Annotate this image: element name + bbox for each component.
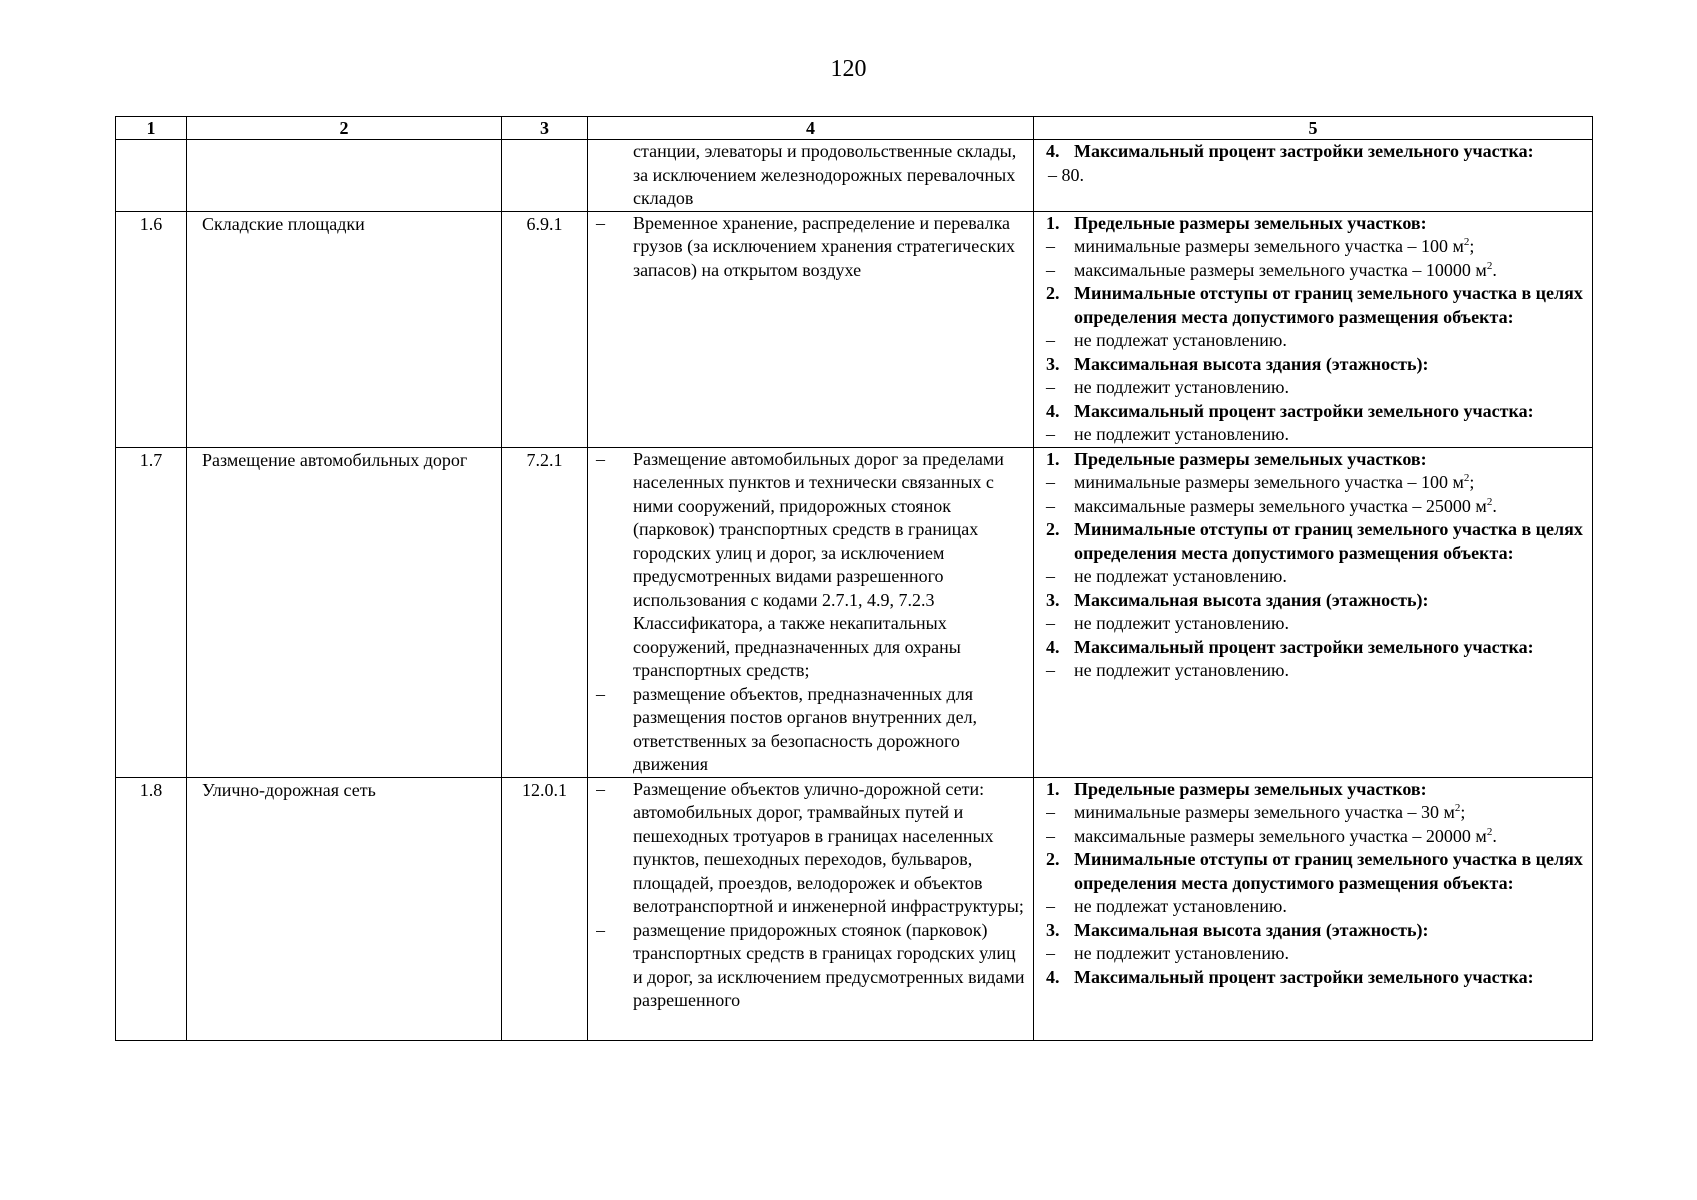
header-col-2: 2: [187, 117, 502, 140]
superscript: 2: [1486, 259, 1493, 272]
param-3-value: [1046, 376, 1588, 400]
dash-mark: –: [1046, 896, 1055, 916]
dash-mark: –: [596, 448, 605, 469]
table-row-continuation: [116, 140, 1593, 212]
zoning-table: [115, 116, 1593, 1041]
use-text: Размещение объектов улично-дорожной сети: автомобильных дорог, трамвайных путей и пешеходных тротуаров в границах населенных пунктов, пешеходных переходов, бульваров, площадей, проездов, велодорожек и объектов велотранспортной и инженерной инфраструктуры;: [633, 778, 1024, 916]
param-title: Минимальные отступы от границ земельного участка в целях определения места допустимого размещения объекта:: [1074, 283, 1583, 327]
param-value: не подлежат установлению.: [1074, 330, 1287, 350]
table-row: [116, 211, 1593, 447]
cont-num-cell: [116, 140, 187, 212]
param-title: Предельные размеры земельных участков:: [1074, 212, 1427, 233]
superscript: 2: [1486, 825, 1493, 838]
superscript: 2: [1463, 236, 1470, 248]
dash-mark: –: [596, 778, 605, 799]
param-title: Максимальный процент застройки земельного участка:: [1074, 141, 1534, 161]
page-number: 120: [830, 56, 867, 82]
param-title: Максимальная высота здания (этажность):: [1074, 589, 1429, 610]
punct: .: [1492, 495, 1497, 516]
param-number: 4.: [1046, 636, 1060, 657]
param-value: не подлежат установлению.: [1074, 896, 1287, 916]
param-number: 1.: [1046, 778, 1060, 799]
param-title: Максимальная высота здания (этажность):: [1074, 353, 1429, 374]
punct: ;: [1469, 472, 1475, 492]
header-col-5: 5: [1034, 117, 1593, 140]
row-name: Размещение автомобильных дорог: [187, 447, 502, 777]
row-number: 1.7: [116, 447, 187, 777]
param-number: 3.: [1046, 589, 1060, 610]
use-item: [596, 919, 1027, 1013]
row-code: 6.9.1: [502, 211, 588, 447]
cont-param-4: [1046, 140, 1588, 164]
param-2-value: [1046, 329, 1588, 353]
use-text: размещение придорожных стоянок (парковок) транспортных средств в границах городских улиц и дорог, за исключением предусмотренных видами разрешенного: [633, 919, 1025, 1010]
use-text: размещение объектов, предназначенных для размещения постов органов внутренних дел, ответственных за безопасность дорожного движения: [633, 683, 978, 774]
cont-param-value: [1046, 164, 1588, 188]
dash-mark: –: [596, 212, 605, 233]
row-uses: [588, 447, 1034, 777]
param-3: [1046, 919, 1588, 943]
superscript: 2: [1463, 472, 1470, 484]
param-2: [1046, 848, 1588, 895]
param-1: [1046, 778, 1588, 802]
row-name: Улично-дорожная сеть: [187, 777, 502, 1040]
cont-name-cell: [187, 140, 502, 212]
uses-clip: [596, 778, 1027, 1040]
use-item: [596, 683, 1027, 777]
dash-mark: –: [1046, 377, 1055, 397]
param-value: максимальные размеры земельного участка – 10000 м: [1074, 259, 1487, 280]
param-title: Минимальные отступы от границ земельного участка в целях определения места допустимого размещения объекта:: [1074, 849, 1583, 893]
param-1-min: [1046, 235, 1588, 259]
dash-mark: –: [1046, 424, 1055, 444]
param-number: 2.: [1046, 283, 1060, 303]
param-value: минимальные размеры земельного участка – 30 м: [1074, 802, 1455, 822]
param-title: Максимальный процент застройки земельного участка:: [1074, 966, 1534, 987]
param-2-value: [1046, 895, 1588, 919]
params-clip: [1046, 778, 1588, 1040]
row-name: Складские площадки: [187, 211, 502, 447]
dash-mark: –: [1048, 164, 1057, 185]
row-number: 1.8: [116, 777, 187, 1040]
dash-mark: –: [1046, 259, 1055, 280]
param-title: Минимальные отступы от границ земельного участка в целях определения места допустимого размещения объекта:: [1074, 519, 1583, 563]
punct: .: [1492, 825, 1497, 846]
superscript: 2: [1454, 802, 1461, 814]
param-number: 3.: [1046, 353, 1060, 374]
param-1: [1046, 212, 1588, 236]
row-code: 7.2.1: [502, 447, 588, 777]
dash-mark: –: [1046, 472, 1055, 492]
header-col-3: 3: [502, 117, 588, 140]
row-params: [1034, 211, 1593, 447]
param-value: не подлежит установлению.: [1074, 424, 1289, 444]
param-number: 4.: [1046, 141, 1060, 161]
param-3: [1046, 589, 1588, 613]
param-title: Максимальный процент застройки земельного участка:: [1074, 400, 1534, 421]
param-number: 4.: [1046, 400, 1060, 421]
header-col-1: 1: [116, 117, 187, 140]
param-number: 2.: [1046, 849, 1060, 869]
dash-mark: –: [1046, 660, 1055, 680]
param-4-value: [1046, 423, 1588, 447]
use-item: [596, 448, 1027, 683]
use-item: [596, 212, 1027, 283]
param-1: [1046, 448, 1588, 472]
dash-mark: –: [1046, 613, 1055, 633]
row-code: 12.0.1: [502, 777, 588, 1040]
param-number: 1.: [1046, 212, 1060, 233]
param-1-max: [1046, 495, 1588, 519]
row-uses: [588, 777, 1034, 1040]
param-title: Максимальный процент застройки земельного участка:: [1074, 636, 1534, 657]
param-4: [1046, 636, 1588, 660]
param-value: минимальные размеры земельного участка – 100 м: [1074, 236, 1464, 256]
punct: ;: [1469, 236, 1475, 256]
row-number: 1.6: [116, 211, 187, 447]
param-value: не подлежит установлению.: [1074, 613, 1289, 633]
param-value: минимальные размеры земельного участка – 100 м: [1074, 472, 1464, 492]
param-number: 4.: [1046, 966, 1060, 987]
dash-mark: –: [1046, 802, 1055, 822]
param-value: максимальные размеры земельного участка – 20000 м: [1074, 825, 1487, 846]
param-1-max: [1046, 825, 1588, 849]
dash-mark: –: [596, 683, 605, 704]
dash-mark: –: [1046, 330, 1055, 350]
cont-use-cell: [588, 140, 1034, 212]
param-number: 2.: [1046, 519, 1060, 539]
param-value: не подлежит установлению.: [1074, 943, 1289, 963]
row-params: [1034, 777, 1593, 1040]
punct: .: [1492, 259, 1497, 280]
param-1-min: [1046, 801, 1588, 825]
punct: ;: [1460, 802, 1466, 822]
cont-code-cell: [502, 140, 588, 212]
param-title: Максимальная высота здания (этажность):: [1074, 919, 1429, 940]
param-1-max: [1046, 259, 1588, 283]
use-item: [596, 778, 1027, 919]
superscript: 2: [1486, 495, 1493, 508]
dash-mark: –: [1046, 566, 1055, 586]
param-number: 1.: [1046, 448, 1060, 469]
cont-use-text: станции, элеваторы и продовольственные склады, за исключением железнодорожных перевалочных складов: [633, 141, 1017, 208]
use-text: Размещение автомобильных дорог за пределами населенных пунктов и технически связанных с ними сооружений, придорожных стоянок (парковок) транспортных средств в границах городских улиц и дорог, за исключением предусмотренных видами разрешенного использования с кодами 2.7.1, 4.9, 7.2.3 Классификатора, а также некапитальных сооружений, предназначенных для охраны транспортных средств;: [633, 448, 1004, 680]
param-title: Предельные размеры земельных участков:: [1074, 778, 1427, 799]
param-4-value: [1046, 659, 1588, 683]
param-2: [1046, 518, 1588, 565]
dash-mark: –: [1046, 825, 1055, 846]
param-3-value: [1046, 942, 1588, 966]
param-4: [1046, 966, 1588, 990]
header-col-4: 4: [588, 117, 1034, 140]
param-1-min: [1046, 471, 1588, 495]
header-row: [116, 117, 1593, 140]
param-number: 3.: [1046, 919, 1060, 940]
use-text: Временное хранение, распределение и перевалка грузов (за исключением хранения стратегических запасов) на открытом воздухе: [633, 212, 1016, 280]
dash-mark: –: [596, 919, 605, 940]
cont-param-cell: [1034, 140, 1593, 212]
table-row: [116, 777, 1593, 1040]
param-2: [1046, 282, 1588, 329]
param-value: не подлежат установлению.: [1074, 566, 1287, 586]
param-3-value: [1046, 612, 1588, 636]
param-2-value: [1046, 565, 1588, 589]
row-uses: [588, 211, 1034, 447]
param-title: Предельные размеры земельных участков:: [1074, 448, 1427, 469]
param-value: 80.: [1061, 164, 1084, 185]
param-value: максимальные размеры земельного участка – 25000 м: [1074, 495, 1487, 516]
row-params: [1034, 447, 1593, 777]
dash-mark: –: [1046, 943, 1055, 963]
dash-mark: –: [1046, 495, 1055, 516]
param-4: [1046, 400, 1588, 424]
param-3: [1046, 353, 1588, 377]
param-value: не подлежит установлению.: [1074, 377, 1289, 397]
dash-mark: –: [1046, 236, 1055, 256]
table-row: [116, 447, 1593, 777]
param-value: не подлежит установлению.: [1074, 660, 1289, 680]
